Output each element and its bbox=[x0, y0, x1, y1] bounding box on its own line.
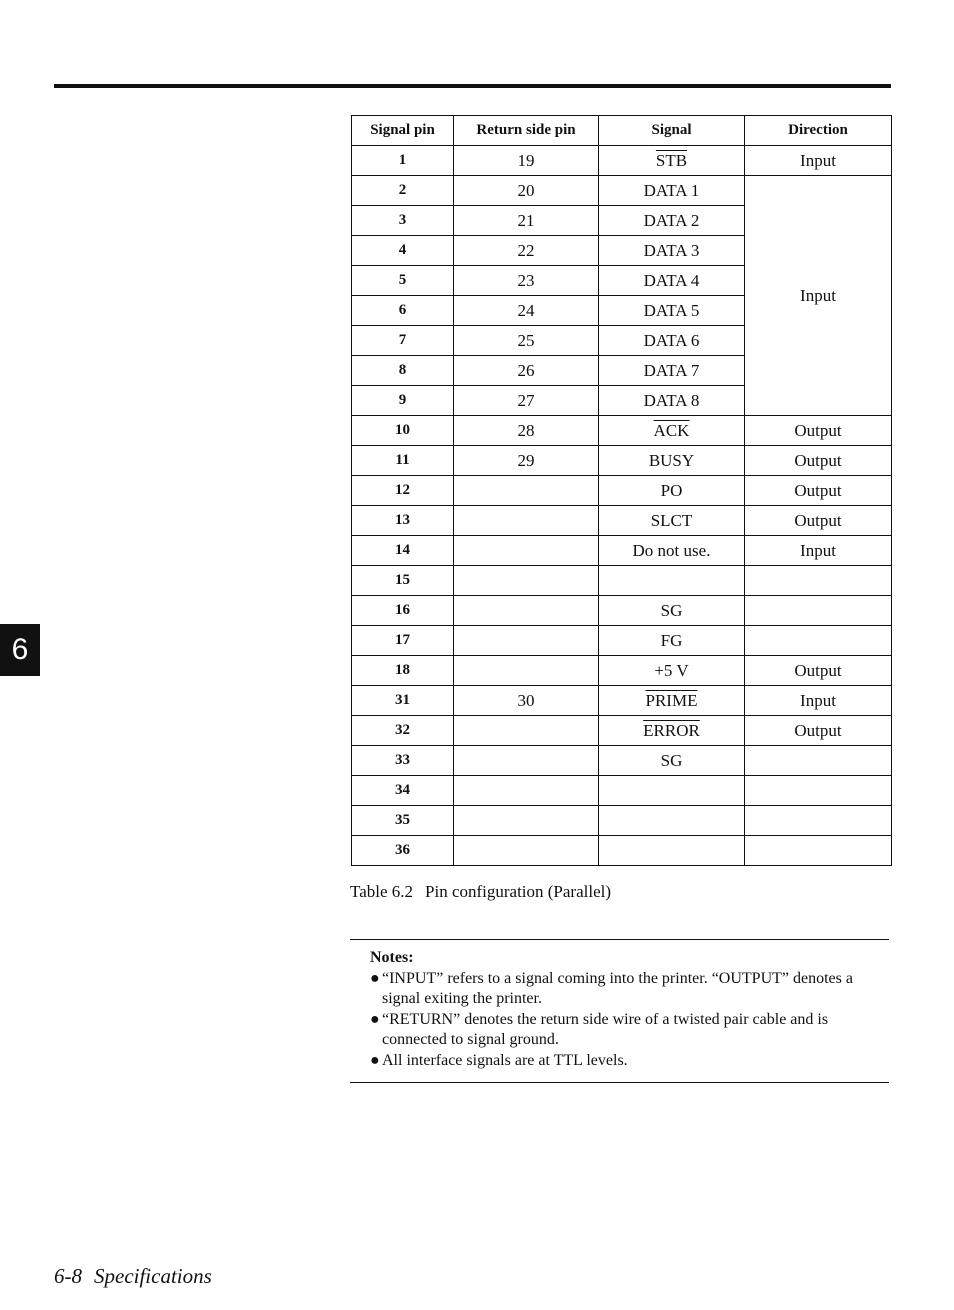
signal-pin-cell: 8 bbox=[352, 356, 454, 386]
table-row bbox=[352, 746, 892, 776]
signal-cell: BUSY bbox=[599, 446, 745, 476]
signal-cell bbox=[599, 836, 745, 866]
return-pin-cell: 21 bbox=[454, 206, 599, 236]
table-row bbox=[352, 656, 892, 686]
note-item bbox=[370, 969, 880, 1010]
signal-pin-cell: 6 bbox=[352, 296, 454, 326]
table-row bbox=[352, 596, 892, 626]
notes-title: Notes: bbox=[370, 949, 414, 966]
note-item bbox=[370, 1010, 880, 1051]
signal-cell: DATA 4 bbox=[599, 266, 745, 296]
return-pin-cell: 29 bbox=[454, 446, 599, 476]
return-pin-cell: 28 bbox=[454, 416, 599, 446]
signal-pin-cell: 13 bbox=[352, 506, 454, 536]
signal-pin-cell: 33 bbox=[352, 746, 454, 776]
table-row bbox=[352, 806, 892, 836]
direction-cell: Input bbox=[745, 686, 892, 716]
signal-cell bbox=[599, 776, 745, 806]
notes-box bbox=[370, 948, 880, 1071]
header-return-side-pin: Return side pin bbox=[454, 116, 599, 146]
table-row bbox=[352, 146, 892, 176]
return-pin-cell bbox=[454, 566, 599, 596]
signal-cell: DATA 1 bbox=[599, 176, 745, 206]
signal-pin-cell: 17 bbox=[352, 626, 454, 656]
return-pin-cell bbox=[454, 596, 599, 626]
signal-cell: +5 V bbox=[599, 656, 745, 686]
direction-cell bbox=[745, 596, 892, 626]
return-pin-cell bbox=[454, 776, 599, 806]
table-row bbox=[352, 506, 892, 536]
return-pin-cell: 26 bbox=[454, 356, 599, 386]
signal-cell: DATA 7 bbox=[599, 356, 745, 386]
notes-bottom-rule bbox=[350, 1082, 889, 1083]
direction-cell: Output bbox=[745, 416, 892, 446]
table-row bbox=[352, 626, 892, 656]
return-pin-cell: 22 bbox=[454, 236, 599, 266]
page-number: 6-8 bbox=[54, 1264, 82, 1288]
direction-cell bbox=[745, 836, 892, 866]
signal-pin-cell: 4 bbox=[352, 236, 454, 266]
section-title: Specifications bbox=[94, 1264, 212, 1288]
signal-pin-cell: 16 bbox=[352, 596, 454, 626]
direction-cell: Output bbox=[745, 476, 892, 506]
signal-pin-cell: 7 bbox=[352, 326, 454, 356]
note-text: “RETURN” denotes the return side wire of a twisted pair cable and is connected to signal ground. bbox=[382, 1010, 829, 1048]
return-pin-cell bbox=[454, 536, 599, 566]
table-row bbox=[352, 176, 892, 206]
note-item bbox=[370, 1051, 880, 1072]
signal-cell: DATA 6 bbox=[599, 326, 745, 356]
signal-cell: DATA 8 bbox=[599, 386, 745, 416]
return-pin-cell bbox=[454, 656, 599, 686]
signal-pin-cell: 1 bbox=[352, 146, 454, 176]
signal-pin-cell: 3 bbox=[352, 206, 454, 236]
notes-top-rule bbox=[350, 939, 889, 940]
signal-cell bbox=[599, 686, 745, 716]
direction-cell: Output bbox=[745, 446, 892, 476]
return-pin-cell: 30 bbox=[454, 686, 599, 716]
signal-pin-cell: 36 bbox=[352, 836, 454, 866]
table-header-row bbox=[352, 116, 892, 146]
bullet-icon: ● bbox=[370, 969, 380, 987]
signal-cell: PO bbox=[599, 476, 745, 506]
return-pin-cell bbox=[454, 476, 599, 506]
signal-cell: DATA 3 bbox=[599, 236, 745, 266]
signal-cell: FG bbox=[599, 626, 745, 656]
direction-cell bbox=[745, 626, 892, 656]
header-direction: Direction bbox=[745, 116, 892, 146]
return-pin-cell bbox=[454, 506, 599, 536]
bullet-icon: ● bbox=[370, 1010, 380, 1028]
table-row bbox=[352, 416, 892, 446]
return-pin-cell: 19 bbox=[454, 146, 599, 176]
signal-pin-cell: 34 bbox=[352, 776, 454, 806]
return-pin-cell bbox=[454, 716, 599, 746]
return-pin-cell bbox=[454, 806, 599, 836]
table-row bbox=[352, 836, 892, 866]
signal-pin-cell: 11 bbox=[352, 446, 454, 476]
table-row bbox=[352, 536, 892, 566]
return-pin-cell: 24 bbox=[454, 296, 599, 326]
signal-cell bbox=[599, 566, 745, 596]
signal-cell bbox=[599, 416, 745, 446]
table-row bbox=[352, 446, 892, 476]
note-text: All interface signals are at TTL levels. bbox=[382, 1051, 628, 1069]
signal-pin-cell: 32 bbox=[352, 716, 454, 746]
header-signal: Signal bbox=[599, 116, 745, 146]
direction-cell: Output bbox=[745, 506, 892, 536]
bullet-icon: ● bbox=[370, 1051, 380, 1069]
table-row bbox=[352, 776, 892, 806]
signal-name: PRIME bbox=[645, 691, 698, 710]
signal-pin-cell: 9 bbox=[352, 386, 454, 416]
signal-pin-cell: 35 bbox=[352, 806, 454, 836]
top-rule bbox=[54, 84, 891, 88]
signal-cell bbox=[599, 806, 745, 836]
signal-pin-cell: 10 bbox=[352, 416, 454, 446]
table-caption-text: Pin configuration (Parallel) bbox=[425, 882, 612, 901]
return-pin-cell: 27 bbox=[454, 386, 599, 416]
signal-cell bbox=[599, 716, 745, 746]
signal-pin-cell: 15 bbox=[352, 566, 454, 596]
direction-cell bbox=[745, 806, 892, 836]
direction-cell: Output bbox=[745, 656, 892, 686]
signal-name: $\overline{ACK}$ bbox=[653, 421, 690, 440]
signal-cell: SLCT bbox=[599, 506, 745, 536]
return-pin-cell bbox=[454, 746, 599, 776]
signal-pin-cell: 5 bbox=[352, 266, 454, 296]
signal-pin-cell: 14 bbox=[352, 536, 454, 566]
return-pin-cell: 23 bbox=[454, 266, 599, 296]
table-row bbox=[352, 716, 892, 746]
page-footer bbox=[54, 1264, 212, 1289]
chapter-tab: 6 bbox=[0, 624, 40, 676]
signal-pin-cell: 12 bbox=[352, 476, 454, 506]
direction-cell bbox=[745, 776, 892, 806]
return-pin-cell: 20 bbox=[454, 176, 599, 206]
direction-cell-merged: Input bbox=[745, 176, 892, 416]
signal-pin-cell: 18 bbox=[352, 656, 454, 686]
pin-configuration-table bbox=[351, 115, 892, 866]
table-row bbox=[352, 476, 892, 506]
return-pin-cell bbox=[454, 836, 599, 866]
signal-cell: DATA 5 bbox=[599, 296, 745, 326]
signal-pin-cell: 2 bbox=[352, 176, 454, 206]
signal-cell: Do not use. bbox=[599, 536, 745, 566]
table-caption-number: Table 6.2 bbox=[350, 882, 414, 901]
return-pin-cell: 25 bbox=[454, 326, 599, 356]
direction-cell: Input bbox=[745, 146, 892, 176]
direction-cell bbox=[745, 566, 892, 596]
table-row bbox=[352, 686, 892, 716]
return-pin-cell bbox=[454, 626, 599, 656]
signal-cell: SG bbox=[599, 746, 745, 776]
direction-cell: Output bbox=[745, 716, 892, 746]
signal-name: $\overline{STB}$ bbox=[655, 151, 688, 170]
direction-cell: Input bbox=[745, 536, 892, 566]
direction-cell bbox=[745, 746, 892, 776]
header-signal-pin: Signal pin bbox=[352, 116, 454, 146]
table-row bbox=[352, 566, 892, 596]
table-caption bbox=[350, 882, 611, 902]
signal-name: ERROR bbox=[643, 721, 700, 740]
note-text: “INPUT” refers to a signal coming into the printer. “OUTPUT” denotes a signal exiting the printer. bbox=[382, 969, 853, 1007]
signal-cell bbox=[599, 146, 745, 176]
signal-cell: DATA 2 bbox=[599, 206, 745, 236]
signal-cell: SG bbox=[599, 596, 745, 626]
signal-pin-cell: 31 bbox=[352, 686, 454, 716]
